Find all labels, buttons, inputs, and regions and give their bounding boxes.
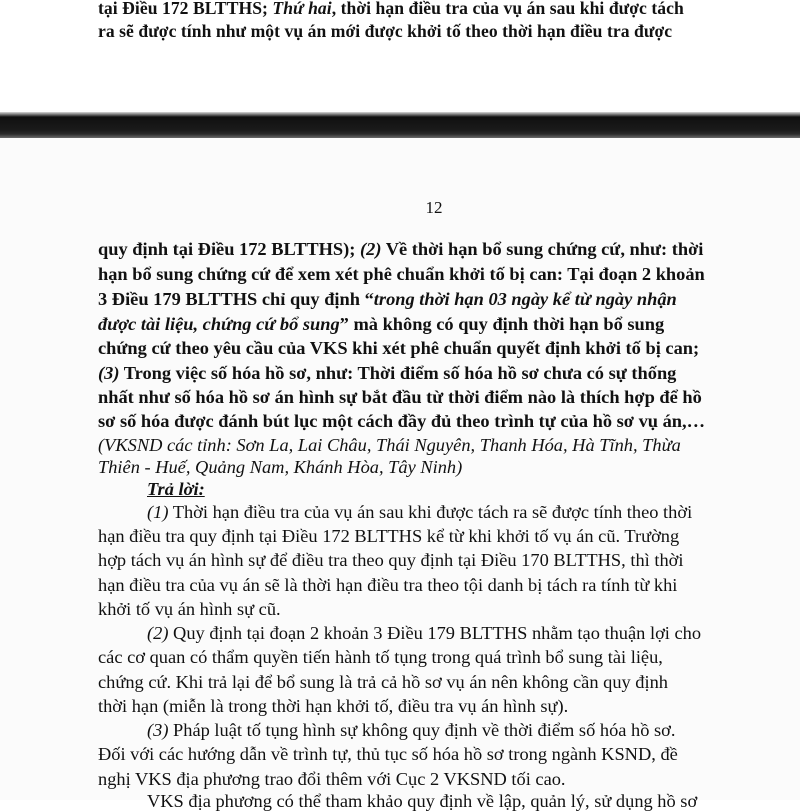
answer-3-line-1: (3) Pháp luật tố tụng hình sự không quy định về thời điểm số hóa hồ sơ.: [147, 720, 676, 740]
answer-heading: Trả lời:: [147, 479, 205, 499]
answer-1-line-4: hạn điều tra của vụ án sẽ là thời hạn điều tra theo tội danh bị tách ra tính từ khi: [98, 575, 678, 595]
previous-page-line-1: tại Điều 172 BLTTHS; Thứ hai, thời hạn điều tra của vụ án sau khi được tách: [98, 0, 684, 18]
question-line-1: quy định tại Điều 172 BLTTHS); (2) Về thời hạn bổ sung chứng cứ, như: thời: [98, 239, 704, 259]
question-line-8: sơ số hóa được đánh bút lục một cách đầy đủ theo trình tự của hồ sơ vụ án,…: [98, 411, 706, 431]
source-line-2: Thiên - Huế, Quảng Nam, Khánh Hòa, Tây Ninh): [98, 457, 463, 477]
question-line-3: 3 Điều 179 BLTTHS chỉ quy định “trong thời hạn 03 ngày kể từ ngày nhận: [98, 289, 677, 309]
answer-1-line-5: khởi tố vụ án hình sự cũ.: [98, 599, 281, 619]
answer-3-line-2: Đối với các hướng dẫn về trình tự, thủ tục số hóa hồ sơ trong ngành KSND, đề: [98, 744, 678, 764]
answer-paragraph-4: VKS địa phương có thể tham khảo quy định về lập, quản lý, sử dụng hồ sơ: [147, 791, 698, 811]
answer-1-line-2: hạn điều tra quy định tại Điều 172 BLTTHS kể từ khi khởi tố vụ án cũ. Trường: [98, 526, 680, 546]
document-page: [0, 138, 800, 811]
answer-1-line-1: (1) Thời hạn điều tra của vụ án sau khi được tách ra sẽ được tính theo thời: [147, 502, 693, 522]
question-line-4: được tài liệu, chứng cứ bổ sung” mà không có quy định thời hạn bổ sung: [98, 314, 665, 334]
previous-page-fragment: [0, 0, 800, 112]
page-number: 12: [425, 198, 443, 217]
answer-1-line-3: hợp tách vụ án hình sự để điều tra theo quy định tại Điều 170 BLTTHS, thì thời: [98, 550, 684, 570]
question-line-2: hạn bổ sung chứng cứ để xem xét phê chuẩn khởi tố bị can: Tại đoạn 2 khoản: [98, 264, 705, 284]
question-line-7: nhất như số hóa hồ sơ án hình sự bắt đầu từ thời điểm nào là thích hợp để hồ: [98, 387, 702, 407]
question-line-5: chứng cứ theo yêu cầu của VKS khi xét phê chuẩn quyết định khởi tố bị can;: [98, 338, 700, 358]
question-line-6: (3) Trong việc số hóa hồ sơ, như: Thời điểm số hóa hồ sơ chưa có sự thống: [98, 363, 677, 383]
answer-3-line-3: nghị VKS địa phương trao đổi thêm với Cục 2 VKSND tối cao.: [98, 769, 566, 789]
answer-2-line-3: chứng cứ. Khi trả lại để bổ sung là trả cả hồ sơ vụ án nên không cần quy định: [98, 672, 669, 692]
answer-2-line-1: (2) Quy định tại đoạn 2 khoản 3 Điều 179 BLTTHS nhằm tạo thuận lợi cho: [147, 623, 702, 643]
page-separator: [0, 112, 800, 138]
answer-2-line-2: các cơ quan có thẩm quyền tiến hành tố tụng trong quá trình bổ sung tài liệu,: [98, 647, 663, 667]
previous-page-line-2: ra sẽ được tính như một vụ án mới được khởi tố theo thời hạn điều tra được: [98, 21, 673, 41]
source-line-1: (VKSND các tỉnh: Sơn La, Lai Châu, Thái Nguyên, Thanh Hóa, Hà Tĩnh, Thừa: [98, 435, 681, 455]
answer-2-line-4: thời hạn (miễn là trong thời hạn khởi tố, điều tra vụ án hình sự).: [98, 696, 569, 716]
